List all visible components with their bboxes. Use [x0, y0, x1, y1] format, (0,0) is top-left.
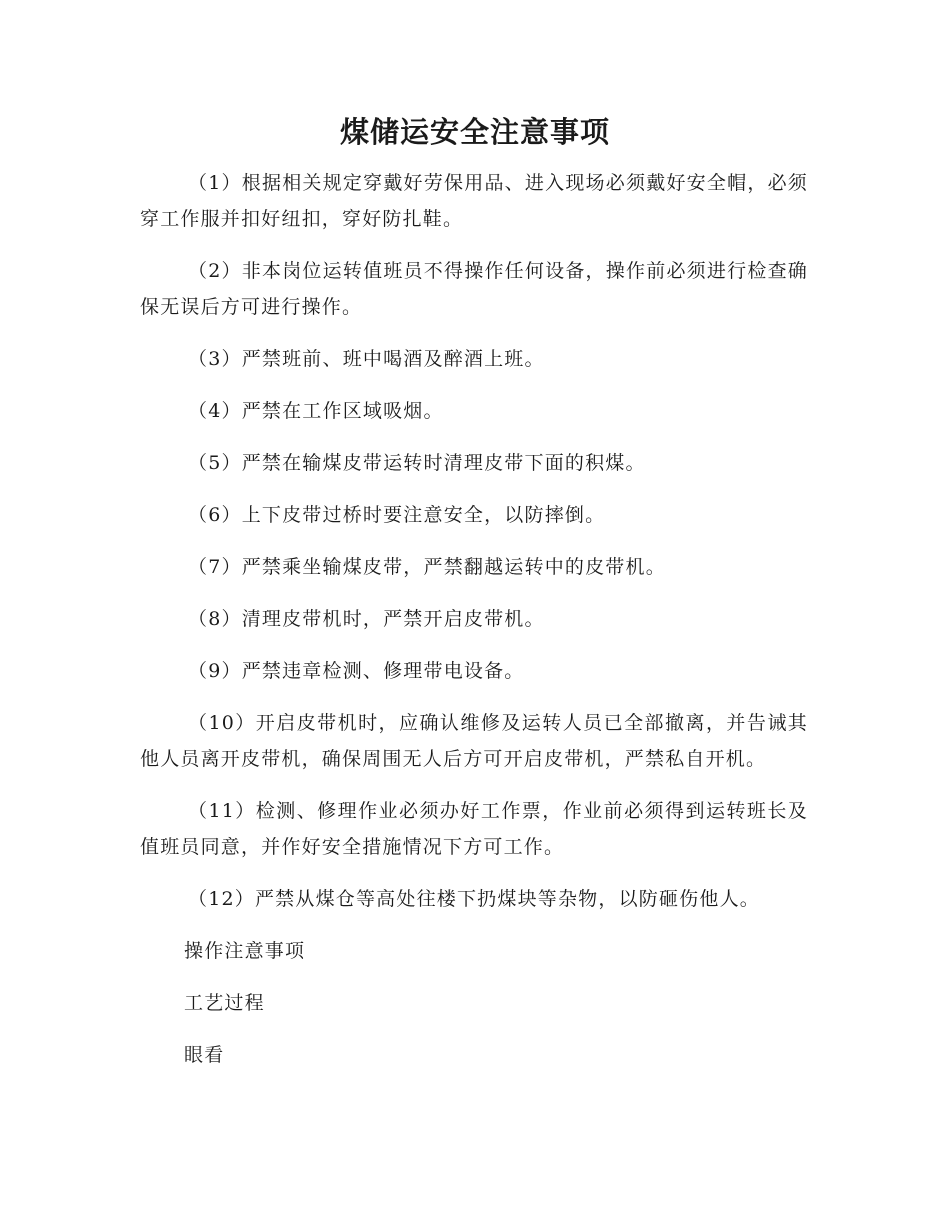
- paragraph-4: （4）严禁在工作区域吸烟。: [188, 400, 444, 422]
- document-body: [140, 165, 808, 1089]
- paragraph-5: （5）严禁在输煤皮带运转时清理皮带下面的积煤。: [188, 452, 646, 474]
- section-heading-look: 眼看: [184, 1044, 225, 1066]
- paragraph-12: （12）严禁从煤仓等高处往楼下扔煤块等杂物，以防砸伤他人。: [188, 888, 760, 910]
- paragraph-2: （2）非本岗位运转值班员不得操作任何设备，操作前必须进行检查确保无误后方可进行操作。: [140, 260, 808, 318]
- paragraph-9: （9）严禁违章检测、修理带电设备。: [188, 660, 525, 682]
- paragraph-3: （3）严禁班前、班中喝酒及醉酒上班。: [188, 348, 545, 370]
- paragraph-8: （8）清理皮带机时，严禁开启皮带机。: [188, 608, 545, 630]
- paragraph-6: （6）上下皮带过桥时要注意安全，以防摔倒。: [188, 504, 606, 526]
- paragraph-1: （1）根据相关规定穿戴好劳保用品、进入现场必须戴好安全帽，必须穿工作服并扣好纽扣，穿好防扎鞋。: [140, 172, 808, 230]
- paragraph-10: （10）开启皮带机时，应确认维修及运转人员已全部撤离，并告诫其他人员离开皮带机，确保周围无人后方可开启皮带机，严禁私自开机。: [140, 712, 808, 770]
- document-title: 煤储运安全注意事项: [339, 115, 610, 149]
- section-heading-operation: 操作注意事项: [184, 940, 306, 962]
- paragraph-7: （7）严禁乘坐输煤皮带，严禁翻越运转中的皮带机。: [188, 556, 666, 578]
- paragraph-11: （11）检测、修理作业必须办好工作票，作业前必须得到运转班长及值班员同意，并作好安全措施情况下方可工作。: [140, 800, 808, 858]
- section-heading-process: 工艺过程: [184, 992, 265, 1014]
